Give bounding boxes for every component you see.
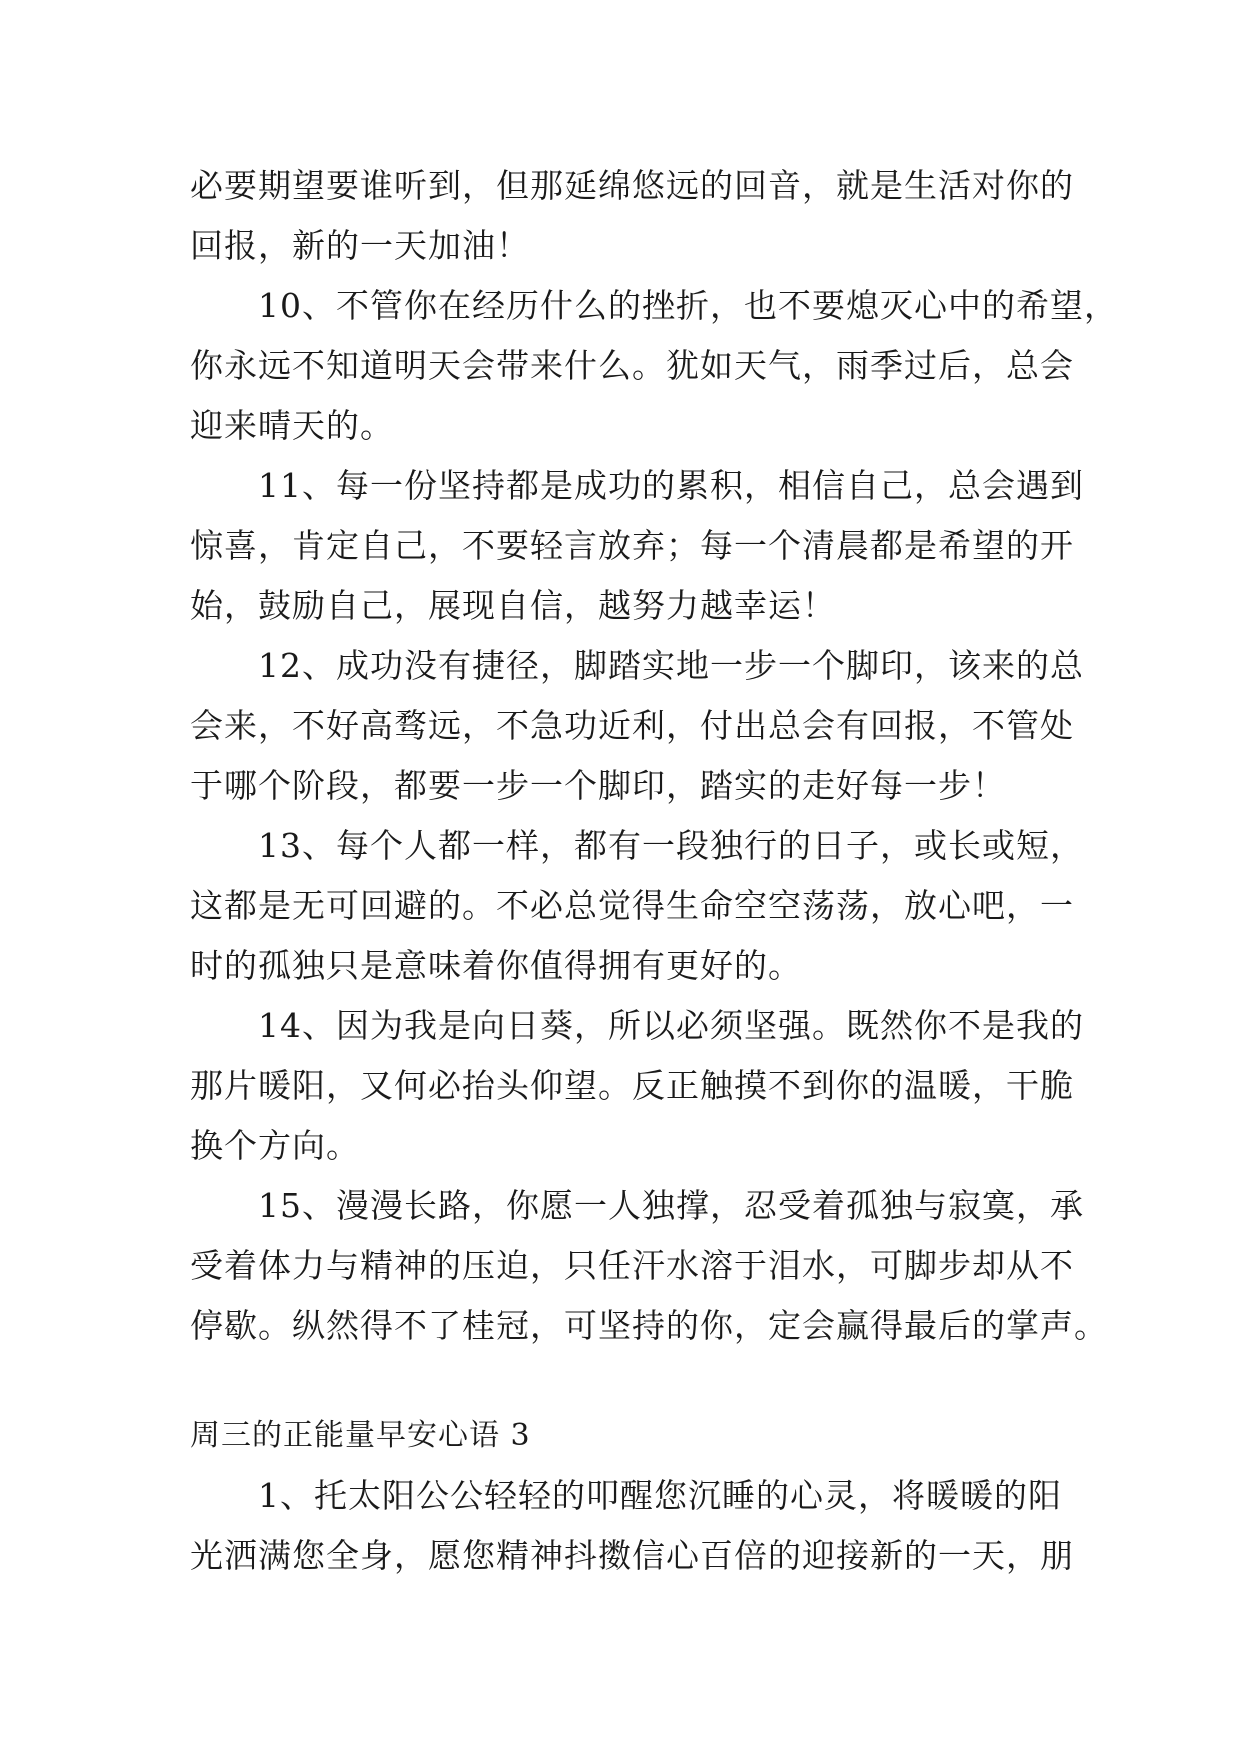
- text-line: 12、成功没有捷径，脚踏实地一步一个脚印，该来的总: [258, 646, 1084, 685]
- text-line: 始，鼓励自己，展现自信，越努力越幸运！: [190, 586, 836, 625]
- document-page: [190, 156, 1118, 1586]
- paragraph: [190, 276, 1118, 456]
- text-line: 迎来晴天的。: [190, 406, 394, 445]
- paragraph: [190, 1466, 1074, 1586]
- text-line: 惊喜，肯定自己，不要轻言放弃；每一个清晨都是希望的开: [190, 526, 1074, 565]
- text-line: 必要期望要谁听到，但那延绵悠远的回音，就是生活对你的: [190, 166, 1074, 205]
- paragraph: [190, 636, 1084, 816]
- text-line: 10、不管你在经历什么的挫折，也不要熄灭心中的希望，: [258, 286, 1118, 325]
- text-line: 1、托太阳公公轻轻的叩醒您沉睡的心灵，将暖暖的阳: [258, 1476, 1062, 1515]
- text-line: 这都是无可回避的。不必总觉得生命空空荡荡，放心吧，一: [190, 886, 1074, 925]
- paragraph: [190, 816, 1084, 996]
- text-line: 15、漫漫长路，你愿一人独撑，忍受着孤独与寂寞，承: [258, 1186, 1084, 1225]
- section-spacer: [190, 1356, 1060, 1406]
- text-line: 会来，不好高骛远，不急功近利，付出总会有回报，不管处: [190, 706, 1074, 745]
- text-line: 停歇。纵然得不了桂冠，可坚持的你，定会赢得最后的掌声。: [190, 1306, 1108, 1345]
- text-line: 11、每一份坚持都是成功的累积，相信自己，总会遇到: [258, 466, 1084, 505]
- paragraph: [190, 996, 1084, 1176]
- text-line: 光洒满您全身，愿您精神抖擞信心百倍的迎接新的一天，朋: [190, 1536, 1074, 1575]
- text-line: 换个方向。: [190, 1126, 360, 1165]
- text-line: 13、每个人都一样，都有一段独行的日子，或长或短，: [258, 826, 1084, 865]
- text-line: 你永远不知道明天会带来什么。犹如天气，雨季过后，总会: [190, 346, 1074, 385]
- paragraph: [190, 456, 1084, 636]
- paragraph: [190, 156, 1074, 276]
- text-line: 于哪个阶段，都要一步一个脚印，踏实的走好每一步！: [190, 766, 1006, 805]
- text-line: 回报，新的一天加油！: [190, 226, 530, 265]
- paragraph: [190, 1176, 1108, 1356]
- text-line: 那片暖阳，又何必抬头仰望。反正触摸不到你的温暖，干脆: [190, 1066, 1074, 1105]
- text-line: 时的孤独只是意味着你值得拥有更好的。: [190, 946, 802, 985]
- text-line: 14、因为我是向日葵，所以必须坚强。既然你不是我的: [258, 1006, 1084, 1045]
- section-heading: 周三的正能量早安心语 3: [190, 1418, 531, 1453]
- text-line: 受着体力与精神的压迫，只任汗水溶于泪水，可脚步却从不: [190, 1246, 1074, 1285]
